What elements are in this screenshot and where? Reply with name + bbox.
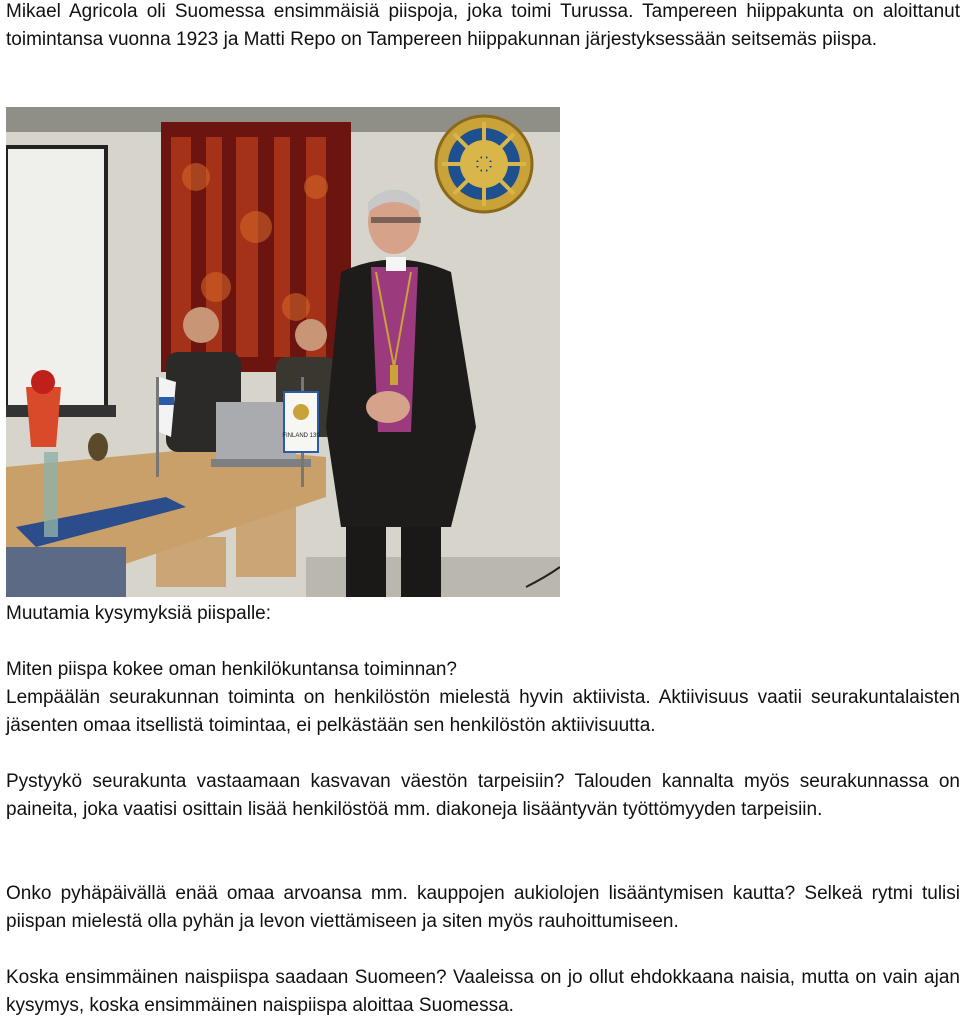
- qa-answer: Vaaleissa on jo ollut ehdokkaana naisia, mutta on vain ajan kysymys, koska ensimmäinen naispiispa aloittaa Suomessa.: [6, 967, 960, 1016]
- intro-paragraph: Mikael Agricola oli Suomessa ensimmäisiä piispoja, joka toimi Turussa. Tampereen hiippakunta on aloittanut toimintansa vuonna 1923 ja Matti Repo on Tampereen hiippakunnan järjestyksessään seitsemäs piispa.: [6, 1, 960, 50]
- qa-item-2: [6, 768, 960, 824]
- qa-question: Pystyykö seurakunta vastaamaan kasvavan väestön tarpeisiin?: [6, 771, 565, 792]
- qa-text: [6, 880, 960, 936]
- qa-text: [6, 964, 960, 1020]
- questions-heading: Muutamia kysymyksiä piispalle:: [6, 603, 272, 624]
- qa-question: Koska ensimmäinen naispiispa saadaan Suomeen?: [6, 967, 447, 988]
- qa-answer: Talouden kannalta myös seurakunnassa on paineita, joka vaatisi osittain lisää henkilöstöä mm. diakoneja lisääntyvän työttömyyden tarpeisiin.: [6, 771, 960, 820]
- qa-text: [6, 768, 960, 824]
- pennant-label: FINLAND 139: [282, 433, 320, 439]
- rotary-emblem: [436, 116, 532, 212]
- qa-answer: Selkeä rytmi tulisi piispan mielestä olla pyhän ja levon viettämiseen ja siten myös rauhoittumiseen.: [6, 883, 960, 932]
- qa-item-4: [6, 964, 960, 1020]
- qa-item-3: [6, 880, 960, 936]
- qa-question: Onko pyhäpäivällä enää omaa arvoansa mm. kauppojen aukiolojen lisääntymisen kautta?: [6, 883, 796, 904]
- qa-question: Miten piispa kokee oman henkilökuntansa toiminnan?: [6, 659, 457, 680]
- qa-answer: Lempäälän seurakunnan toiminta on henkilöstön mielestä hyvin aktiivista. Aktiivisuus vaatii seurakuntalaisten jäsenten omaa itsellistä toimintaa, ei pelkästään sen henkilöstön aktiivisuutta.: [6, 687, 960, 736]
- bishop-photo: [6, 107, 560, 597]
- qa-item-1: [6, 656, 960, 740]
